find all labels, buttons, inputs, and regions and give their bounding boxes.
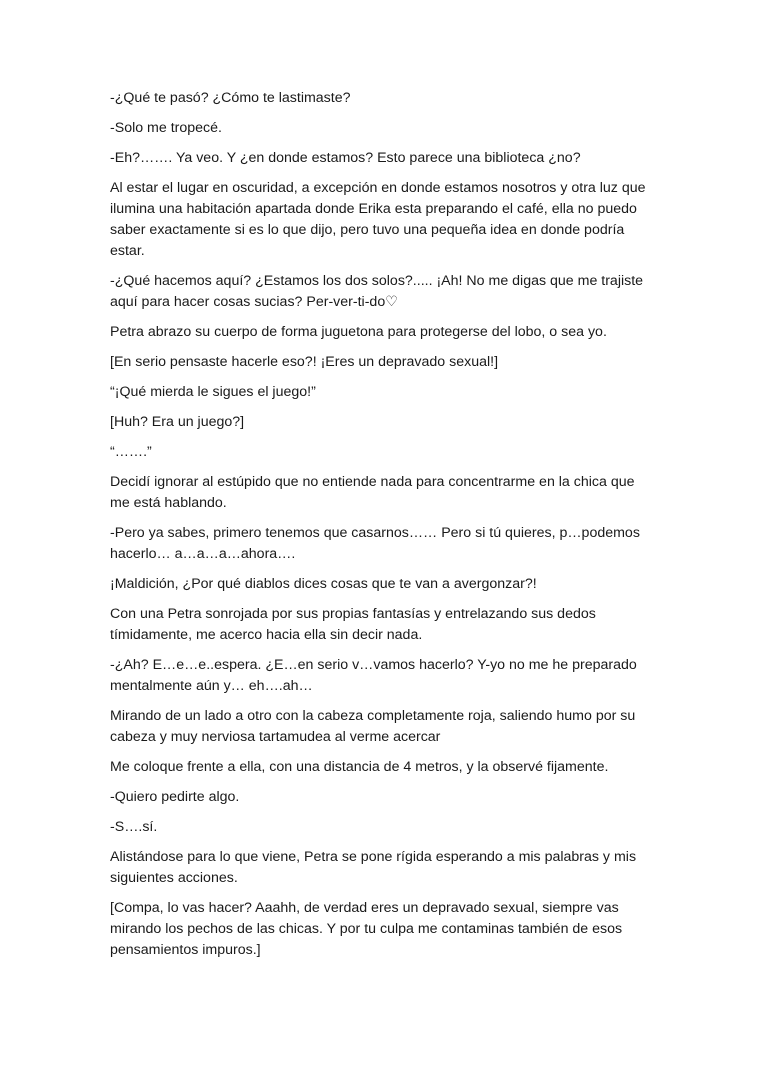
paragraph: Al estar el lugar en oscuridad, a excepción en donde estamos nosotros y otra luz que ilumina una habitación apartada donde Erika esta preparando el café, ella no puedo saber exactamente si es lo que dijo, pero tuvo una pequeña idea en donde podría estar. [110, 180, 646, 259]
paragraph: -S….sí. [110, 819, 158, 835]
paragraph: “¡Qué mierda le sigues el juego!” [110, 384, 316, 400]
paragraph: -Eh?……. Ya veo. Y ¿en donde estamos? Esto parece una biblioteca ¿no? [110, 150, 581, 166]
paragraph: “…….” [110, 444, 152, 460]
paragraph: [Huh? Era un juego?] [110, 414, 245, 430]
paragraph: -Solo me tropecé. [110, 120, 222, 136]
paragraph: -¿Ah? E…e…e..espera. ¿E…en serio v…vamos hacerlo? Y-yo no me he preparado mentalmente aún y… eh….ah… [110, 657, 637, 694]
paragraph: Mirando de un lado a otro con la cabeza completamente roja, saliendo humo por su cabeza y muy nerviosa tartamudea al verme acercar [110, 708, 636, 745]
paragraph: -¿Qué hacemos aquí? ¿Estamos los dos solos?..... ¡Ah! No me digas que me trajiste aquí para hacer cosas sucias? Per-ver-ti-do♡ [110, 273, 644, 310]
paragraph: ¡Maldición, ¿Por qué diablos dices cosas que te van a avergonzar?! [110, 576, 537, 592]
paragraph: [Compa, lo vas hacer? Aaahh, de verdad eres un depravado sexual, siempre vas mirando los pechos de las chicas. Y por tu culpa me contaminas también de esos pensamientos impuros.] [110, 900, 623, 958]
paragraph: Me coloque frente a ella, con una distancia de 4 metros, y la observé fijamente. [110, 759, 609, 775]
paragraph: Con una Petra sonrojada por sus propias fantasías y entrelazando sus dedos tímidamente, me acerco hacia ella sin decir nada. [110, 606, 596, 643]
paragraph: Alistándose para lo que viene, Petra se pone rígida esperando a mis palabras y mis siguientes acciones. [110, 849, 637, 886]
paragraph: Petra abrazo su cuerpo de forma juguetona para protegerse del lobo, o sea yo. [110, 324, 607, 340]
paragraph: [En serio pensaste hacerle eso?! ¡Eres un depravado sexual!] [110, 354, 499, 370]
text-column [110, 88, 658, 970]
paragraph: -Quiero pedirte algo. [110, 789, 240, 805]
paragraph: Decidí ignorar al estúpido que no entiende nada para concentrarme en la chica que me está hablando. [110, 474, 635, 511]
paragraph: -¿Qué te pasó? ¿Cómo te lastimaste? [110, 90, 351, 106]
paragraph: -Pero ya sabes, primero tenemos que casarnos…… Pero si tú quieres, p…podemos hacerlo… a…a…a…ahora…. [110, 525, 640, 562]
